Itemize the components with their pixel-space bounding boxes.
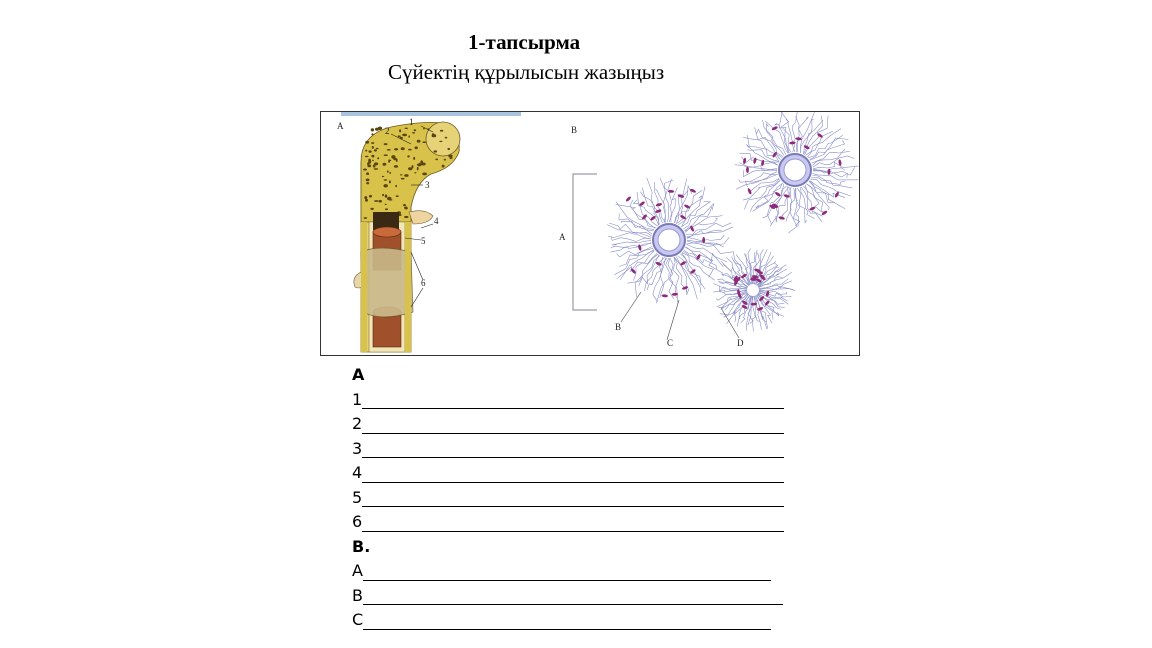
osteon-label-b: B <box>615 322 622 332</box>
spongy-pore <box>377 157 379 159</box>
osteocyte <box>774 191 781 197</box>
osteon-label-c: C <box>667 338 674 348</box>
canaliculus-line <box>685 218 718 231</box>
osteon-network <box>607 112 858 332</box>
answer-sheet <box>352 363 784 633</box>
spongy-pore <box>372 160 374 162</box>
panel-a-label: A <box>337 121 344 131</box>
canaliculus-line <box>779 112 789 153</box>
answer-line-b-a[interactable]: A <box>352 559 784 584</box>
spongy-pore <box>444 159 446 161</box>
bone-label-1: 1 <box>409 117 414 127</box>
canaliculus-line <box>607 224 651 236</box>
spongy-pore <box>434 150 438 152</box>
answer-line-a5[interactable]: 5 <box>352 486 784 511</box>
answer-line-b-b[interactable]: B <box>352 584 784 609</box>
spongy-pore <box>412 132 415 134</box>
spongy-pore <box>387 197 391 201</box>
osteocyte <box>702 237 705 243</box>
spongy-pore <box>371 133 373 135</box>
spongy-pore <box>384 179 388 180</box>
spongy-pore <box>401 147 405 150</box>
spongy-pore <box>404 216 408 218</box>
canaliculus-line <box>609 223 651 237</box>
spongy-pore <box>420 160 423 163</box>
osteocyte <box>668 190 674 193</box>
canaliculus-line <box>687 243 734 254</box>
spongy-pore <box>442 165 445 168</box>
spongy-pore <box>385 194 388 197</box>
spongy-pore <box>391 155 395 159</box>
spongy-pore <box>415 146 418 149</box>
canaliculus-line <box>687 244 728 262</box>
canaliculus-line <box>673 257 679 298</box>
spongy-pore <box>370 208 373 210</box>
canaliculus-line <box>746 174 778 187</box>
osteocyte <box>662 294 669 297</box>
canaliculus-line <box>803 186 822 216</box>
spongy-pore <box>385 204 387 205</box>
spongy-pore <box>394 148 398 150</box>
panel-b-label: B <box>571 125 578 135</box>
spongy-pore <box>364 217 368 219</box>
spongy-pore <box>414 172 416 173</box>
answer-line-a1[interactable]: 1 <box>352 388 784 413</box>
osteocyte <box>625 196 632 203</box>
bone-structure-figure <box>320 111 860 356</box>
spongy-pore <box>384 154 388 156</box>
canaliculus-line <box>763 120 785 156</box>
spongy-pore <box>405 206 407 208</box>
canal-lumen <box>784 159 806 181</box>
task-title: 1-тапсырма <box>468 30 581 54</box>
spongy-pore <box>422 173 427 176</box>
osteocyte <box>743 158 747 165</box>
answer-line-a3[interactable]: 3 <box>352 437 784 462</box>
canaliculus-line <box>669 179 672 222</box>
canaliculus-line <box>808 135 843 158</box>
section-a-heading: A <box>352 365 365 384</box>
spongy-pore <box>371 128 374 131</box>
answer-line-a6[interactable]: 6 <box>352 510 784 535</box>
spongy-pore <box>382 176 385 177</box>
canaliculus-line <box>780 112 791 152</box>
canaliculus-line <box>620 250 654 280</box>
spongy-pore <box>387 149 391 151</box>
spongy-pore <box>447 148 450 150</box>
spongy-pore <box>366 179 370 182</box>
spongy-pore <box>440 130 443 132</box>
spongy-pore <box>423 128 425 130</box>
spongy-pore <box>383 163 387 166</box>
spongy-pore <box>445 137 448 139</box>
osteocyte <box>809 206 816 211</box>
spongy-pore <box>365 199 368 202</box>
spongy-pore <box>366 172 369 175</box>
spongy-pore <box>435 159 438 161</box>
osteon-label-a: A <box>559 232 566 242</box>
spongy-pore <box>364 196 367 199</box>
spongy-pore <box>394 165 398 168</box>
spongy-pore <box>417 167 419 171</box>
spongy-pore <box>367 162 369 165</box>
spongy-pore <box>405 128 409 129</box>
spongy-pore <box>448 155 452 158</box>
spongy-pore <box>369 195 372 198</box>
answer-line-a4[interactable]: 4 <box>352 461 784 486</box>
canaliculus-line <box>611 236 651 241</box>
spongy-pore <box>395 185 397 187</box>
canaliculus-line <box>685 216 722 233</box>
canaliculus-line <box>763 184 784 218</box>
spongy-pore <box>420 164 424 165</box>
section-b-heading: B. <box>352 536 371 556</box>
osteocyte <box>746 167 749 173</box>
spongy-pore <box>368 159 371 163</box>
spongy-pore <box>407 155 409 157</box>
spongy-pore <box>384 143 388 145</box>
canaliculus-line <box>687 241 724 247</box>
osteon-label-d: D <box>737 338 744 348</box>
spongy-pore <box>439 141 442 142</box>
canaliculus-line <box>741 157 777 166</box>
spongy-pore <box>376 148 379 149</box>
spongy-pore <box>408 167 412 170</box>
osteocyte <box>753 157 757 164</box>
spongy-pore <box>422 141 426 143</box>
spongy-pore <box>414 129 417 131</box>
spongy-pore <box>400 174 403 175</box>
task-instruction: Сүйектің құрылысын жазыңыз <box>388 60 665 84</box>
bone-label-4: 4 <box>434 216 439 226</box>
bone-label-6: 6 <box>421 278 426 288</box>
spongy-pore <box>387 170 389 172</box>
spongy-pore <box>402 134 407 137</box>
spongy-pore <box>432 134 437 137</box>
spongy-pore <box>413 157 415 160</box>
spongy-pore <box>385 208 388 210</box>
spongy-pore <box>365 150 367 152</box>
spongy-pore <box>379 200 382 203</box>
spongy-pore <box>365 141 369 144</box>
spongy-pore <box>408 135 410 137</box>
spongy-pore <box>371 142 374 144</box>
osteocyte <box>655 202 662 206</box>
osteocyte <box>834 191 840 198</box>
spongy-pore <box>374 200 378 202</box>
answer-line-b-c[interactable]: C <box>352 608 784 633</box>
bone-figure-svg <box>321 112 860 356</box>
spongy-pore <box>389 180 391 183</box>
spongy-pore <box>374 168 379 170</box>
spongy-pore <box>363 169 367 171</box>
spongy-pore <box>369 150 372 152</box>
canaliculus-line <box>687 237 729 244</box>
spongy-pore <box>389 172 391 174</box>
canaliculus-line <box>813 162 859 169</box>
osteocyte <box>771 126 778 131</box>
bone-label-2: 2 <box>385 126 390 136</box>
spongy-pore <box>401 178 405 180</box>
spongy-pore <box>403 204 406 206</box>
canaliculus-line <box>807 184 830 210</box>
spongy-pore <box>375 128 379 131</box>
canaliculus-line <box>635 256 660 298</box>
spongy-pore <box>389 160 392 162</box>
spongy-pore <box>365 156 369 157</box>
canaliculus-line <box>611 243 651 249</box>
spongy-pore <box>374 149 377 151</box>
bone-label-3: 3 <box>425 180 430 190</box>
spongy-pore <box>398 135 401 137</box>
canaliculus-line <box>793 188 799 226</box>
spongy-pore <box>372 146 374 149</box>
answer-line-a2[interactable]: 2 <box>352 412 784 437</box>
canaliculus-line <box>811 178 852 188</box>
bone-label-5: 5 <box>421 236 426 246</box>
canaliculus-line <box>813 156 855 167</box>
spongy-pore <box>404 174 408 177</box>
spongy-pore <box>417 140 421 143</box>
spongy-pore <box>366 182 369 184</box>
spongy-pore <box>384 184 388 187</box>
spongy-pore <box>371 155 374 158</box>
spongy-pore <box>382 194 384 196</box>
canal-lumen <box>658 229 680 251</box>
canaliculus-line <box>685 247 723 273</box>
spongy-pore <box>396 195 399 197</box>
osteocyte <box>778 216 785 220</box>
spongy-pore <box>399 129 401 132</box>
canaliculus-line <box>612 241 651 245</box>
canaliculus-line <box>809 181 845 209</box>
osteocyte <box>682 286 689 291</box>
spongy-pore <box>373 164 376 167</box>
spongy-pore <box>408 149 412 151</box>
